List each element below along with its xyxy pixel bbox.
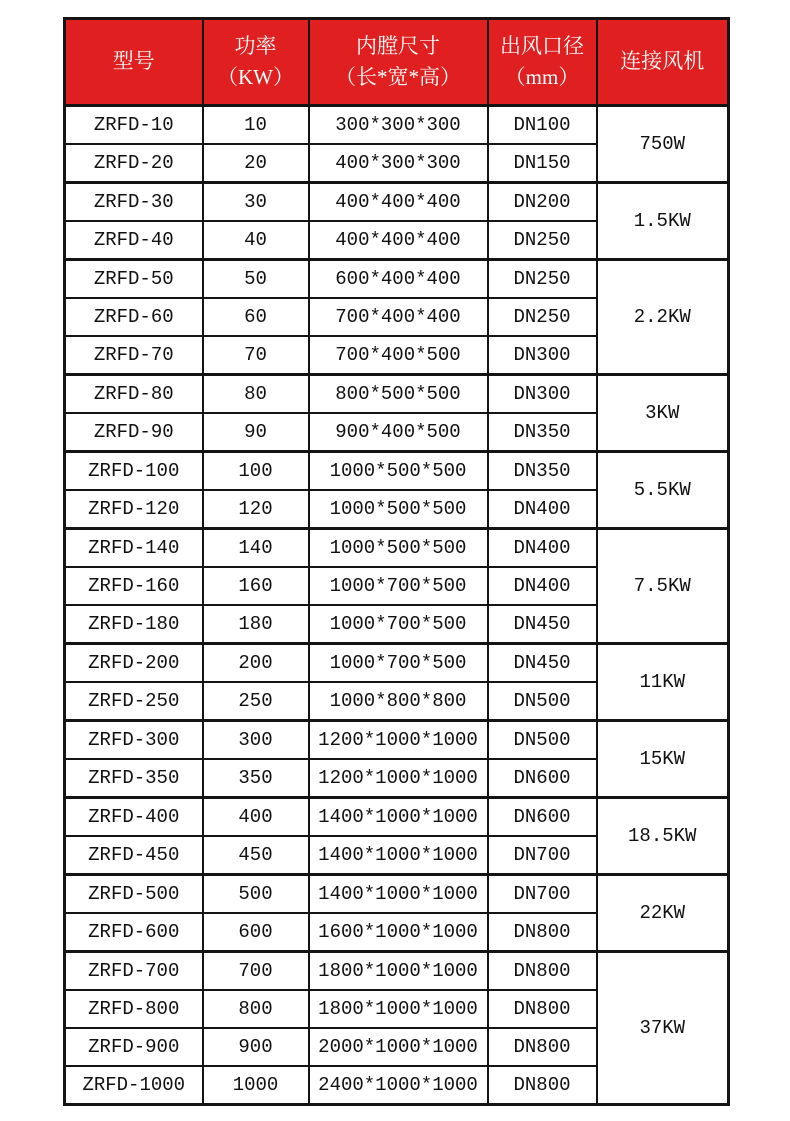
chamber-size-cell: 1000*500*500: [309, 490, 488, 529]
model-cell: ZRFD-1000: [65, 1066, 203, 1105]
power-cell: 350: [203, 759, 309, 798]
outlet-diameter-cell: DN450: [488, 644, 597, 683]
chamber-size-cell: 400*400*400: [309, 183, 488, 222]
power-cell: 450: [203, 836, 309, 875]
model-cell: ZRFD-70: [65, 336, 203, 375]
table-row: [65, 106, 729, 145]
model-cell: ZRFD-10: [65, 106, 203, 145]
header-cell-fan: [597, 19, 729, 106]
power-cell: 20: [203, 144, 309, 183]
chamber-size-cell: 800*500*500: [309, 375, 488, 414]
power-cell: 1000: [203, 1066, 309, 1105]
outlet-diameter-cell: DN600: [488, 759, 597, 798]
fan-cell: 11KW: [597, 644, 729, 721]
outlet-diameter-cell: DN300: [488, 375, 597, 414]
power-cell: 180: [203, 605, 309, 644]
fan-cell: 750W: [597, 106, 729, 183]
power-cell: 250: [203, 682, 309, 721]
header-label: 型号: [112, 49, 155, 74]
header-cell-model: [65, 19, 203, 106]
model-cell: ZRFD-120: [65, 490, 203, 529]
chamber-size-cell: 1400*1000*1000: [309, 836, 488, 875]
outlet-diameter-cell: DN700: [488, 875, 597, 914]
outlet-diameter-cell: DN250: [488, 298, 597, 336]
chamber-size-cell: 300*300*300: [309, 106, 488, 145]
chamber-size-cell: 400*400*400: [309, 221, 488, 260]
header-label: 出风口径: [500, 33, 584, 58]
power-cell: 50: [203, 260, 309, 299]
fan-cell: 18.5KW: [597, 798, 729, 875]
power-cell: 60: [203, 298, 309, 336]
chamber-size-cell: 1800*1000*1000: [309, 990, 488, 1028]
outlet-diameter-cell: DN800: [488, 952, 597, 991]
model-cell: ZRFD-50: [65, 260, 203, 299]
power-cell: 500: [203, 875, 309, 914]
header-cell-power: [203, 19, 309, 106]
table-row: [65, 375, 729, 414]
power-cell: 70: [203, 336, 309, 375]
power-cell: 800: [203, 990, 309, 1028]
chamber-size-cell: 700*400*500: [309, 336, 488, 375]
model-cell: ZRFD-90: [65, 413, 203, 452]
power-cell: 600: [203, 913, 309, 952]
power-cell: 100: [203, 452, 309, 491]
outlet-diameter-cell: DN250: [488, 221, 597, 260]
model-cell: ZRFD-140: [65, 529, 203, 568]
fan-cell: 15KW: [597, 721, 729, 798]
model-cell: ZRFD-300: [65, 721, 203, 760]
chamber-size-cell: 1000*700*500: [309, 605, 488, 644]
table-row: [65, 260, 729, 299]
outlet-diameter-cell: DN800: [488, 1028, 597, 1066]
outlet-diameter-cell: DN350: [488, 413, 597, 452]
power-cell: 90: [203, 413, 309, 452]
header-cell-outlet-diameter: [488, 19, 597, 106]
power-cell: 80: [203, 375, 309, 414]
model-cell: ZRFD-200: [65, 644, 203, 683]
outlet-diameter-cell: DN800: [488, 990, 597, 1028]
outlet-diameter-cell: DN800: [488, 1066, 597, 1105]
model-cell: ZRFD-80: [65, 375, 203, 414]
outlet-diameter-cell: DN400: [488, 529, 597, 568]
table-row: [65, 875, 729, 914]
model-cell: ZRFD-450: [65, 836, 203, 875]
chamber-size-cell: 600*400*400: [309, 260, 488, 299]
power-cell: 160: [203, 567, 309, 605]
chamber-size-cell: 2000*1000*1000: [309, 1028, 488, 1066]
model-cell: ZRFD-30: [65, 183, 203, 222]
chamber-size-cell: 1000*800*800: [309, 682, 488, 721]
model-cell: ZRFD-100: [65, 452, 203, 491]
outlet-diameter-cell: DN200: [488, 183, 597, 222]
power-cell: 700: [203, 952, 309, 991]
table-row: [65, 452, 729, 491]
outlet-diameter-cell: DN100: [488, 106, 597, 145]
outlet-diameter-cell: DN400: [488, 490, 597, 529]
power-cell: 900: [203, 1028, 309, 1066]
outlet-diameter-cell: DN150: [488, 144, 597, 183]
chamber-size-cell: 1800*1000*1000: [309, 952, 488, 991]
chamber-size-cell: 700*400*400: [309, 298, 488, 336]
table-row: [65, 644, 729, 683]
table-row: [65, 952, 729, 991]
model-cell: ZRFD-350: [65, 759, 203, 798]
chamber-size-cell: 1000*700*500: [309, 644, 488, 683]
fan-cell: 7.5KW: [597, 529, 729, 644]
header-label: （KW）: [217, 65, 294, 89]
model-cell: ZRFD-250: [65, 682, 203, 721]
model-cell: ZRFD-400: [65, 798, 203, 837]
chamber-size-cell: 1000*500*500: [309, 529, 488, 568]
model-cell: ZRFD-600: [65, 913, 203, 952]
model-cell: ZRFD-500: [65, 875, 203, 914]
outlet-diameter-cell: DN400: [488, 567, 597, 605]
model-cell: ZRFD-180: [65, 605, 203, 644]
outlet-diameter-cell: DN500: [488, 682, 597, 721]
table-body: [65, 106, 729, 1105]
model-cell: ZRFD-160: [65, 567, 203, 605]
table-row: [65, 798, 729, 837]
chamber-size-cell: 400*300*300: [309, 144, 488, 183]
power-cell: 300: [203, 721, 309, 760]
outlet-diameter-cell: DN700: [488, 836, 597, 875]
header-label: 连接风机: [620, 49, 705, 74]
model-cell: ZRFD-40: [65, 221, 203, 260]
power-cell: 40: [203, 221, 309, 260]
product-spec-table: [63, 17, 730, 1106]
fan-cell: 22KW: [597, 875, 729, 952]
power-cell: 30: [203, 183, 309, 222]
fan-cell: 5.5KW: [597, 452, 729, 529]
power-cell: 120: [203, 490, 309, 529]
power-cell: 140: [203, 529, 309, 568]
power-cell: 10: [203, 106, 309, 145]
table-row: [65, 529, 729, 568]
outlet-diameter-cell: DN500: [488, 721, 597, 760]
chamber-size-cell: 1000*700*500: [309, 567, 488, 605]
chamber-size-cell: 1600*1000*1000: [309, 913, 488, 952]
outlet-diameter-cell: DN300: [488, 336, 597, 375]
fan-cell: 37KW: [597, 952, 729, 1105]
outlet-diameter-cell: DN600: [488, 798, 597, 837]
header-label: （长*宽*高）: [335, 65, 461, 89]
header-cell-chamber-size: [309, 19, 488, 106]
model-cell: ZRFD-700: [65, 952, 203, 991]
power-cell: 400: [203, 798, 309, 837]
chamber-size-cell: 1400*1000*1000: [309, 875, 488, 914]
chamber-size-cell: 1200*1000*1000: [309, 759, 488, 798]
chamber-size-cell: 1200*1000*1000: [309, 721, 488, 760]
table-row: [65, 183, 729, 222]
fan-cell: 2.2KW: [597, 260, 729, 375]
power-cell: 200: [203, 644, 309, 683]
model-cell: ZRFD-800: [65, 990, 203, 1028]
chamber-size-cell: 1400*1000*1000: [309, 798, 488, 837]
header-label: 内膛尺寸: [356, 33, 440, 58]
table-row: [65, 721, 729, 760]
model-cell: ZRFD-60: [65, 298, 203, 336]
outlet-diameter-cell: DN350: [488, 452, 597, 491]
table-header-row: [65, 19, 729, 106]
model-cell: ZRFD-900: [65, 1028, 203, 1066]
fan-cell: 1.5KW: [597, 183, 729, 260]
chamber-size-cell: 2400*1000*1000: [309, 1066, 488, 1105]
fan-cell: 3KW: [597, 375, 729, 452]
outlet-diameter-cell: DN450: [488, 605, 597, 644]
outlet-diameter-cell: DN250: [488, 260, 597, 299]
outlet-diameter-cell: DN800: [488, 913, 597, 952]
chamber-size-cell: 1000*500*500: [309, 452, 488, 491]
table-header: [65, 19, 729, 106]
header-label: （mm）: [504, 65, 580, 89]
chamber-size-cell: 900*400*500: [309, 413, 488, 452]
model-cell: ZRFD-20: [65, 144, 203, 183]
header-label: 功率: [234, 33, 277, 58]
